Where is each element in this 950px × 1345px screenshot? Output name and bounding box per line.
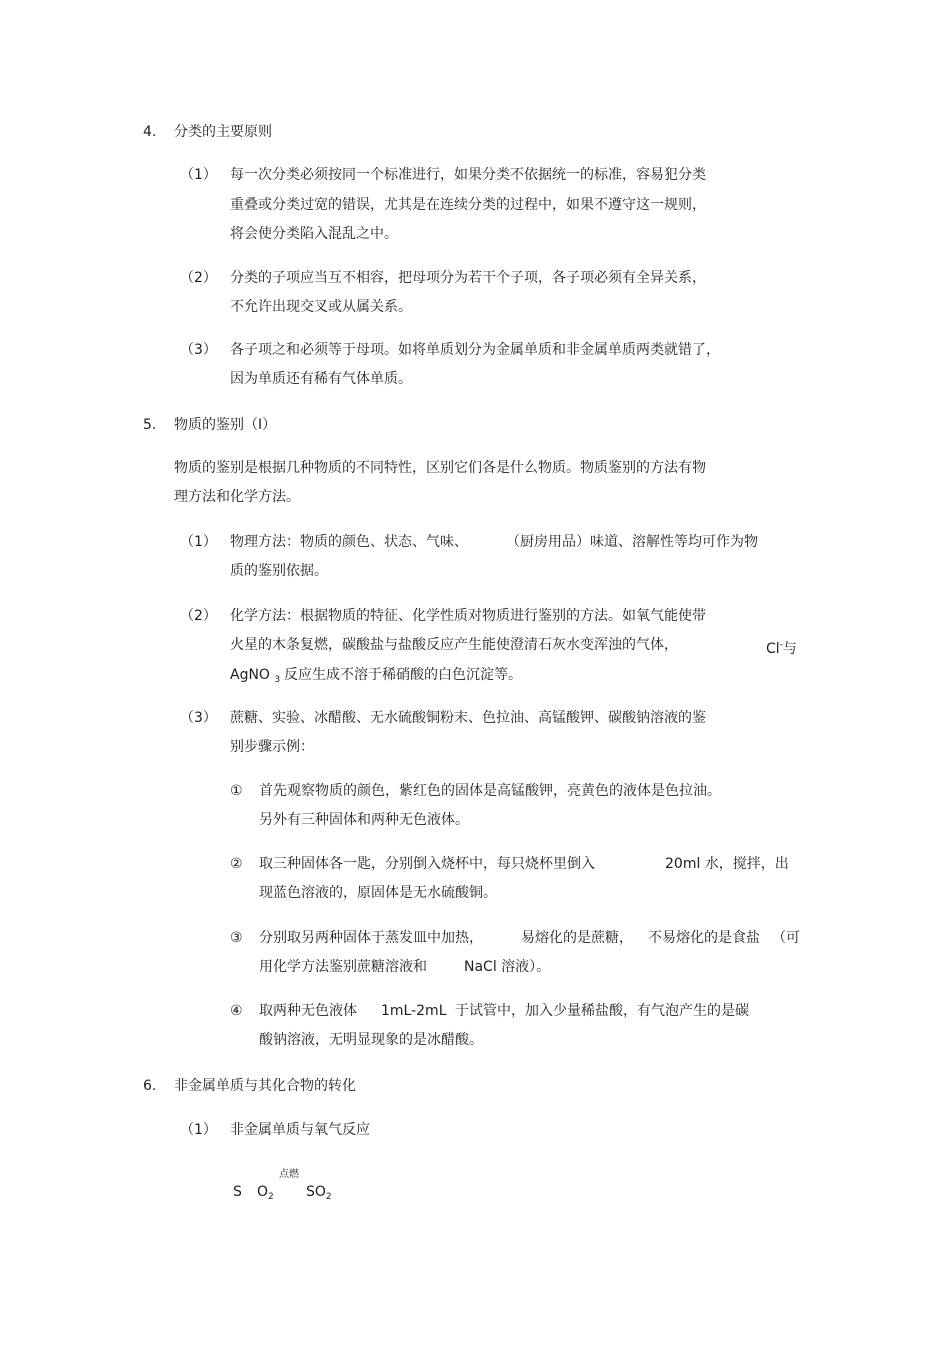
s4-item-3-line-2: 因为单质还有稀有气体单质。	[230, 371, 412, 387]
step-2-line-1b: 20ml 水，搅拌，出	[665, 856, 789, 872]
section-5-number: 5.	[143, 417, 157, 433]
step-3-line-1d: （可	[772, 930, 800, 946]
step-4-line-2: 酸钠溶液，无明显现象的是冰醋酸。	[259, 1032, 483, 1048]
s4-item-1-line-3: 将会使分类陷入混乱之中。	[230, 226, 398, 242]
s4-item-2-line-2: 不允许出现交叉或从属关系。	[230, 299, 412, 315]
step-1-line-2: 另外有三种固体和两种无色液体。	[259, 812, 469, 828]
step-1-line-1: 首先观察物质的颜色，紫红色的固体是高锰酸钾，亮黄色的液体是色拉油。	[259, 783, 721, 799]
s5-intro-line-2: 理方法和化学方法。	[174, 489, 300, 505]
s4-item-1-line-2: 重叠或分类过宽的错误，尤其是在连续分类的过程中，如果不遵守这一规则，	[230, 197, 706, 213]
s4-item-3-number: （3）	[180, 342, 217, 358]
step-4-mark: ④	[230, 1003, 243, 1019]
step-4-line-1c: 于试管中，加入少量稀盐酸，有气泡产生的是碳	[455, 1003, 749, 1019]
s5-item-1-number: （1）	[180, 534, 217, 550]
oxygen-formula: $O_2$	[257, 1184, 274, 1202]
step-3-line-1a: 分别取另两种固体于蒸发皿中加热，	[259, 930, 483, 946]
s4-item-2-line-1: 分类的子项应当互不相容，把母项分为若干个子项，各子项必须有全异关系，	[230, 270, 706, 286]
s5-intro-line-1: 物质的鉴别是根据几种物质的不同特性，区别它们各是什么物质。物质鉴别的方法有物	[174, 460, 706, 476]
s4-item-1-line-1: 每一次分类必须按同一个标准进行，如果分类不依据统一的标准，容易犯分类	[230, 167, 706, 183]
step-4-line-1a: 取两种无色液体	[259, 1003, 357, 1019]
step-3-line-2a: 用化学方法鉴别蔗糖溶液和	[259, 959, 427, 975]
step-2-mark: ②	[230, 856, 243, 872]
step-3-line-2b: NaCl 溶液）。	[464, 959, 551, 975]
s6-item-1-title: 非金属单质与氧气反应	[230, 1122, 370, 1138]
s6-item-1-number: （1）	[180, 1122, 217, 1138]
step-3-line-1c: 不易熔化的是食盐	[648, 930, 760, 946]
section-4-number: 4.	[143, 124, 157, 140]
s5-item-1-line-1b: （厨房用品）味道、溶解性等均可作为物	[506, 534, 758, 550]
s5-item-2-line-1: 化学方法：根据物质的特征、化学性质对物质进行鉴别的方法。如氧气能使带	[230, 608, 706, 624]
sulfur-dioxide-formula: $SO_2$	[306, 1184, 332, 1202]
step-3-mark: ③	[230, 930, 243, 946]
step-2-line-1a: 取三种固体各一匙，分别倒入烧杯中，每只烧杯里倒入	[259, 856, 595, 872]
sulfur-symbol: S	[233, 1184, 242, 1200]
s5-item-2-number: （2）	[180, 608, 217, 624]
s4-item-3-line-1: 各子项之和必须等于母项。如将单质划分为金属单质和非金属单质两类就错了，	[230, 342, 720, 358]
s4-item-1-number: （1）	[180, 167, 217, 183]
reaction-condition: 点燃	[279, 1169, 299, 1180]
section-5-title: 物质的鉴别（Ⅰ）	[174, 417, 277, 433]
section-6-number: 6.	[143, 1078, 157, 1094]
silver-nitrate-formula: AgNO $_3$	[230, 667, 281, 685]
s5-item-1-line-1a: 物理方法：物质的颜色、状态、气味、	[230, 534, 468, 550]
s5-item-2-line-2a: 火星的木条复燃，碳酸盐与盐酸反应产生能使澄清石灰水变浑浊的气体，	[230, 637, 678, 653]
s5-item-1-line-2: 质的鉴别依据。	[230, 563, 328, 579]
s5-item-3-line-2: 别步骤示例：	[230, 739, 314, 755]
s4-item-2-number: （2）	[180, 270, 217, 286]
s5-item-3-number: （3）	[180, 710, 217, 726]
step-3-line-1b: 易熔化的是蔗糖，	[521, 930, 633, 946]
chloride-ion-text: Cl-与	[766, 640, 797, 657]
step-2-line-2: 现蓝色溶液的，原固体是无水硫酸铜。	[259, 885, 497, 901]
section-6-title: 非金属单质与其化合物的转化	[174, 1078, 356, 1094]
step-1-mark: ①	[230, 783, 243, 799]
step-4-line-1b: 1mL-2mL	[381, 1003, 447, 1019]
s5-item-2-line-3b: 反应生成不溶于稀硝酸的白色沉淀等。	[284, 667, 522, 683]
s5-item-3-line-1: 蔗糖、实验、冰醋酸、无水硫酸铜粉末、色拉油、高锰酸钾、碳酸钠溶液的鉴	[230, 710, 706, 726]
section-4-title: 分类的主要原则	[174, 124, 272, 140]
